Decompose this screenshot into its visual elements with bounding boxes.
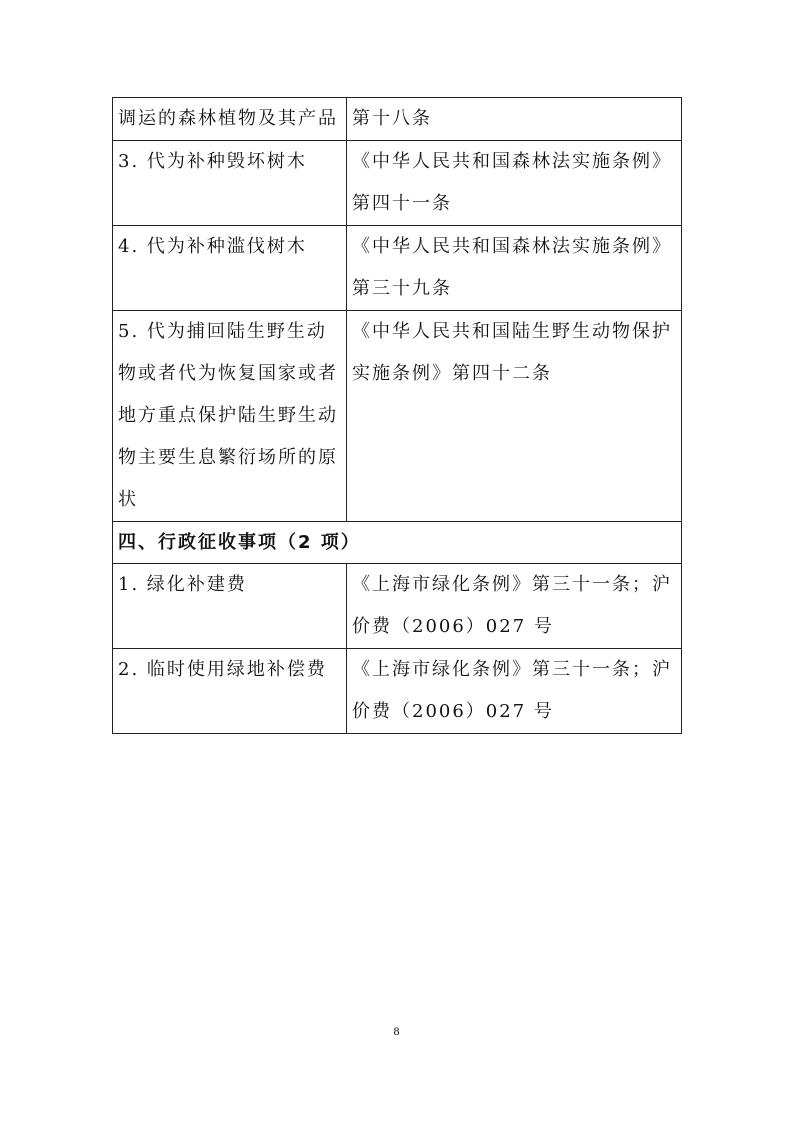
basis-cell: 《中华人民共和国森林法实施条例》第四十一条 [347, 141, 682, 226]
regulation-table [112, 97, 682, 734]
table-row [113, 226, 682, 311]
item-cell: 4. 代为补种滥伐树木 [113, 226, 347, 311]
item-cell: 调运的森林植物及其产品 [113, 98, 347, 141]
table-row [113, 649, 682, 734]
basis-cell: 《中华人民共和国陆生野生动物保护实施条例》第四十二条 [347, 311, 682, 522]
item-cell: 2. 临时使用绿地补偿费 [113, 649, 347, 734]
table-row [113, 141, 682, 226]
basis-cell: 《上海市绿化条例》第三十一条；沪价费（2006）027 号 [347, 564, 682, 649]
table-row [113, 98, 682, 141]
basis-cell: 《上海市绿化条例》第三十一条；沪价费（2006）027 号 [347, 649, 682, 734]
basis-cell: 《中华人民共和国森林法实施条例》第三十九条 [347, 226, 682, 311]
page-number: 8 [393, 1024, 400, 1038]
item-cell: 1. 绿化补建费 [113, 564, 347, 649]
item-cell: 5. 代为捕回陆生野生动物或者代为恢复国家或者地方重点保护陆生野生动物主要生息繁衍场所的原状 [113, 311, 347, 522]
item-cell: 3. 代为补种毁坏树木 [113, 141, 347, 226]
table-row [113, 564, 682, 649]
section-heading-row [113, 522, 682, 564]
table-row [113, 311, 682, 522]
section-heading: 四、行政征收事项（2 项） [113, 522, 682, 564]
basis-cell: 第十八条 [347, 98, 682, 141]
